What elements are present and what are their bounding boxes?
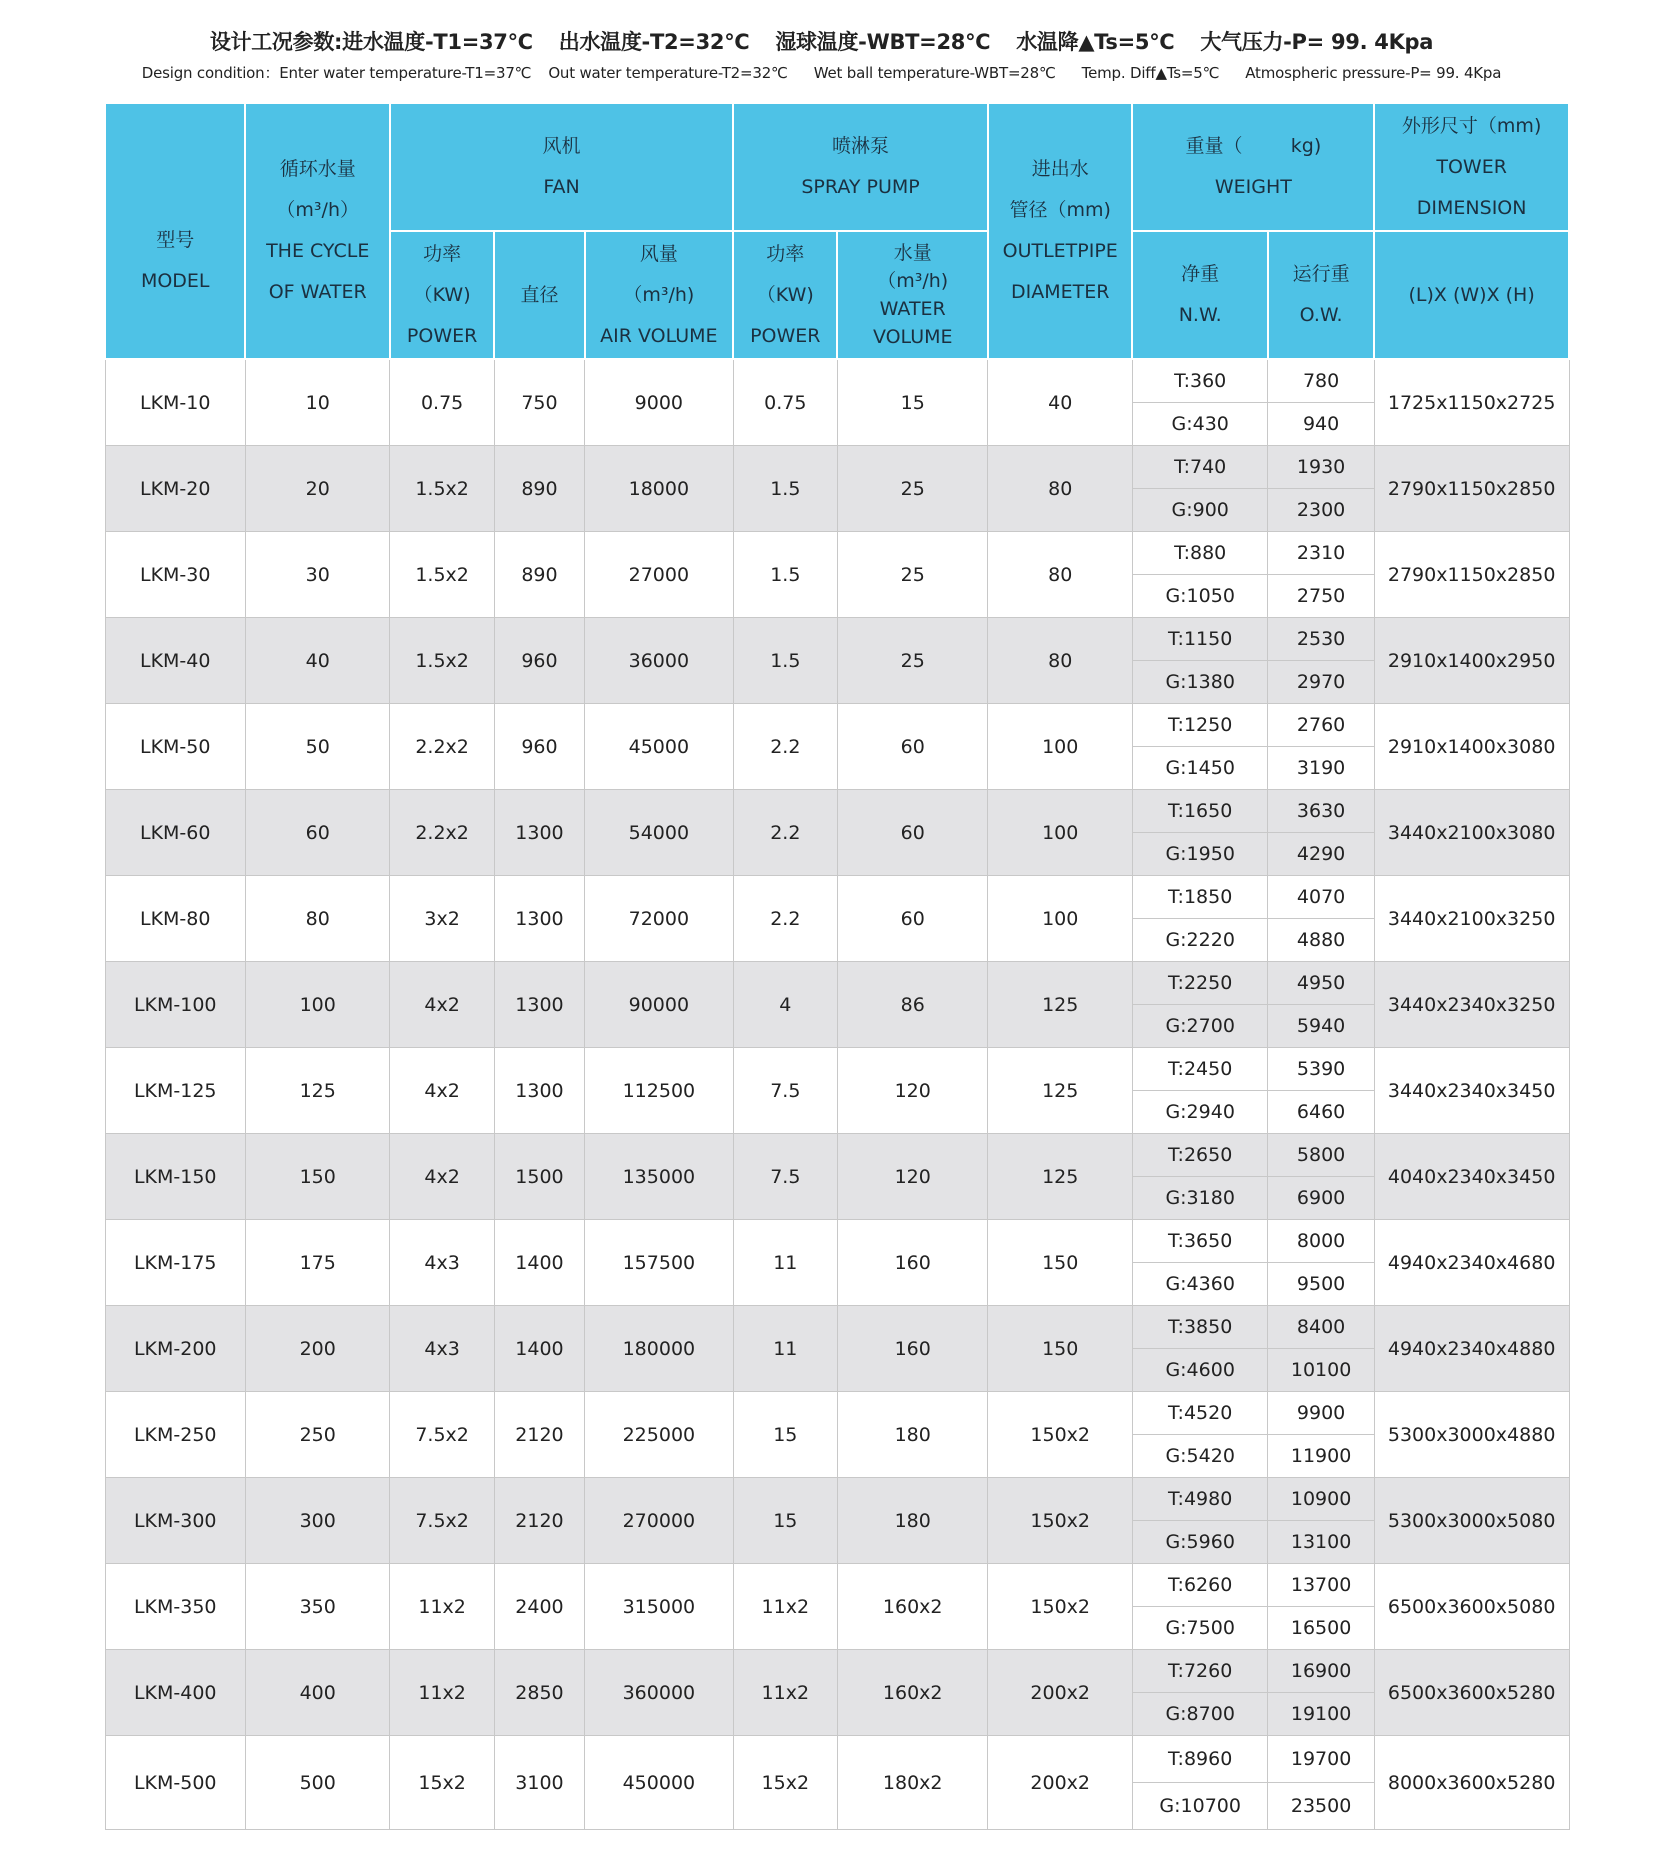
fan-diameter-cell: 750 [494, 359, 584, 446]
dimension-cell: 2790x1150x2850 [1374, 532, 1569, 618]
net-weight-g-cell: G:1380 [1132, 661, 1267, 704]
model-cell: LKM-125 [105, 1048, 245, 1134]
header-weight-ow: 运行重 O.W. [1268, 231, 1374, 359]
operating-weight-g-cell: 2750 [1268, 575, 1374, 618]
net-weight-g-cell: G:10700 [1132, 1783, 1267, 1830]
operating-weight-g-cell: 5940 [1268, 1005, 1374, 1048]
table-row [105, 704, 1569, 747]
fan-diameter-cell: 3100 [494, 1736, 584, 1830]
operating-weight-g-cell: 6460 [1268, 1091, 1374, 1134]
operating-weight-t-cell: 5800 [1268, 1134, 1374, 1177]
pipe-diameter-cell: 150x2 [988, 1564, 1132, 1650]
air-volume-cell: 360000 [585, 1650, 734, 1736]
pipe-diameter-cell: 80 [988, 618, 1132, 704]
cycle-cell: 60 [245, 790, 389, 876]
water-volume-cell: 25 [837, 446, 988, 532]
operating-weight-g-cell: 940 [1268, 403, 1374, 446]
cycle-cell: 500 [245, 1736, 389, 1830]
air-volume-cell: 9000 [585, 359, 734, 446]
pump-power-cell: 7.5 [733, 1134, 837, 1220]
dimension-cell: 3440x2100x3080 [1374, 790, 1569, 876]
table-row [105, 532, 1569, 575]
pipe-diameter-cell: 150x2 [988, 1478, 1132, 1564]
fan-diameter-cell: 960 [494, 618, 584, 704]
fan-power-cell: 2.2x2 [390, 790, 494, 876]
fan-diameter-cell: 960 [494, 704, 584, 790]
dimension-cell: 3440x2100x3250 [1374, 876, 1569, 962]
fan-power-cell: 7.5x2 [390, 1478, 494, 1564]
water-volume-cell: 15 [837, 359, 988, 446]
net-weight-g-cell: G:2220 [1132, 919, 1267, 962]
net-weight-g-cell: G:1450 [1132, 747, 1267, 790]
operating-weight-t-cell: 8000 [1268, 1220, 1374, 1263]
pump-power-cell: 11x2 [733, 1564, 837, 1650]
pipe-diameter-cell: 125 [988, 1048, 1132, 1134]
pump-power-cell: 4 [733, 962, 837, 1048]
net-weight-g-cell: G:8700 [1132, 1693, 1267, 1736]
table-row [105, 1736, 1569, 1783]
condition-en-item: Temp. Diff▲Ts=5℃ [1081, 64, 1220, 82]
net-weight-g-cell: G:2940 [1132, 1091, 1267, 1134]
condition-cn-item: 水温降▲Ts=5℃ [1016, 30, 1175, 54]
header-fan-power: 功率 （KW) POWER [390, 231, 494, 359]
net-weight-g-cell: G:1050 [1132, 575, 1267, 618]
model-cell: LKM-50 [105, 704, 245, 790]
model-cell: LKM-200 [105, 1306, 245, 1392]
model-cell: LKM-300 [105, 1478, 245, 1564]
pump-power-cell: 15 [733, 1392, 837, 1478]
air-volume-cell: 270000 [585, 1478, 734, 1564]
water-volume-cell: 120 [837, 1134, 988, 1220]
operating-weight-g-cell: 4290 [1268, 833, 1374, 876]
pipe-diameter-cell: 200x2 [988, 1736, 1132, 1830]
fan-diameter-cell: 1300 [494, 1048, 584, 1134]
net-weight-t-cell: T:880 [1132, 532, 1267, 575]
pump-power-cell: 2.2 [733, 790, 837, 876]
dimension-cell: 2910x1400x3080 [1374, 704, 1569, 790]
header-weight: 重量（ kg) WEIGHT [1132, 103, 1374, 231]
cycle-cell: 30 [245, 532, 389, 618]
design-condition-en [0, 62, 1656, 83]
cycle-cell: 50 [245, 704, 389, 790]
operating-weight-t-cell: 2760 [1268, 704, 1374, 747]
water-volume-cell: 180x2 [837, 1736, 988, 1830]
net-weight-g-cell: G:7500 [1132, 1607, 1267, 1650]
water-volume-cell: 180 [837, 1392, 988, 1478]
operating-weight-t-cell: 4070 [1268, 876, 1374, 919]
air-volume-cell: 180000 [585, 1306, 734, 1392]
water-volume-cell: 180 [837, 1478, 988, 1564]
header-pipe: 进出水 管径（mm) OUTLETPIPE DIAMETER [988, 103, 1132, 359]
dimension-cell: 5300x3000x4880 [1374, 1392, 1569, 1478]
pump-power-cell: 0.75 [733, 359, 837, 446]
operating-weight-t-cell: 13700 [1268, 1564, 1374, 1607]
operating-weight-g-cell: 3190 [1268, 747, 1374, 790]
model-cell: LKM-60 [105, 790, 245, 876]
fan-power-cell: 4x3 [390, 1220, 494, 1306]
condition-en-item: Atmospheric pressure-P= 99. 4Kpa [1245, 64, 1502, 82]
water-volume-cell: 60 [837, 704, 988, 790]
table-row [105, 876, 1569, 919]
air-volume-cell: 54000 [585, 790, 734, 876]
model-cell: LKM-100 [105, 962, 245, 1048]
table-row [105, 1564, 1569, 1607]
air-volume-cell: 72000 [585, 876, 734, 962]
table-row [105, 1650, 1569, 1693]
air-volume-cell: 36000 [585, 618, 734, 704]
water-volume-cell: 120 [837, 1048, 988, 1134]
fan-power-cell: 1.5x2 [390, 446, 494, 532]
operating-weight-g-cell: 16500 [1268, 1607, 1374, 1650]
operating-weight-t-cell: 5390 [1268, 1048, 1374, 1091]
pump-power-cell: 2.2 [733, 876, 837, 962]
model-cell: LKM-20 [105, 446, 245, 532]
pump-power-cell: 1.5 [733, 618, 837, 704]
water-volume-cell: 160 [837, 1220, 988, 1306]
cycle-cell: 300 [245, 1478, 389, 1564]
fan-diameter-cell: 1300 [494, 876, 584, 962]
operating-weight-g-cell: 19100 [1268, 1693, 1374, 1736]
table-row [105, 1306, 1569, 1349]
pipe-diameter-cell: 80 [988, 532, 1132, 618]
water-volume-cell: 160x2 [837, 1564, 988, 1650]
header-cycle: 循环水量 （m³/h） THE CYCLE OF WATER [245, 103, 389, 359]
air-volume-cell: 157500 [585, 1220, 734, 1306]
cycle-cell: 250 [245, 1392, 389, 1478]
pipe-diameter-cell: 125 [988, 962, 1132, 1048]
header-fan-air-volume: 风量 （m³/h) AIR VOLUME [585, 231, 734, 359]
fan-diameter-cell: 2850 [494, 1650, 584, 1736]
cycle-cell: 10 [245, 359, 389, 446]
table-row [105, 1220, 1569, 1263]
cycle-cell: 100 [245, 962, 389, 1048]
dimension-cell: 8000x3600x5280 [1374, 1736, 1569, 1830]
net-weight-t-cell: T:3850 [1132, 1306, 1267, 1349]
fan-power-cell: 2.2x2 [390, 704, 494, 790]
net-weight-t-cell: T:8960 [1132, 1736, 1267, 1783]
dimension-cell: 5300x3000x5080 [1374, 1478, 1569, 1564]
pump-power-cell: 15x2 [733, 1736, 837, 1830]
net-weight-g-cell: G:2700 [1132, 1005, 1267, 1048]
net-weight-g-cell: G:1950 [1132, 833, 1267, 876]
pump-power-cell: 1.5 [733, 446, 837, 532]
air-volume-cell: 450000 [585, 1736, 734, 1830]
pipe-diameter-cell: 100 [988, 790, 1132, 876]
header-fan: 风机 FAN [390, 103, 733, 231]
pump-power-cell: 15 [733, 1478, 837, 1564]
pump-power-cell: 11x2 [733, 1650, 837, 1736]
air-volume-cell: 135000 [585, 1134, 734, 1220]
operating-weight-t-cell: 2310 [1268, 532, 1374, 575]
cycle-cell: 125 [245, 1048, 389, 1134]
net-weight-t-cell: T:1150 [1132, 618, 1267, 661]
net-weight-t-cell: T:1650 [1132, 790, 1267, 833]
pipe-diameter-cell: 150x2 [988, 1392, 1132, 1478]
pump-power-cell: 2.2 [733, 704, 837, 790]
net-weight-t-cell: T:2650 [1132, 1134, 1267, 1177]
water-volume-cell: 25 [837, 532, 988, 618]
dimension-cell: 2790x1150x2850 [1374, 446, 1569, 532]
dimension-cell: 4940x2340x4680 [1374, 1220, 1569, 1306]
fan-diameter-cell: 2400 [494, 1564, 584, 1650]
net-weight-t-cell: T:360 [1132, 359, 1267, 403]
fan-power-cell: 3x2 [390, 876, 494, 962]
operating-weight-g-cell: 4880 [1268, 919, 1374, 962]
pump-power-cell: 1.5 [733, 532, 837, 618]
cycle-cell: 200 [245, 1306, 389, 1392]
header-pump-water-volume: 水量 （m³/h) WATER VOLUME [837, 231, 988, 359]
operating-weight-t-cell: 8400 [1268, 1306, 1374, 1349]
header-pump-power: 功率 （KW) POWER [733, 231, 837, 359]
dimension-cell: 3440x2340x3250 [1374, 962, 1569, 1048]
operating-weight-t-cell: 16900 [1268, 1650, 1374, 1693]
water-volume-cell: 60 [837, 790, 988, 876]
operating-weight-t-cell: 3630 [1268, 790, 1374, 833]
operating-weight-g-cell: 13100 [1268, 1521, 1374, 1564]
water-volume-cell: 60 [837, 876, 988, 962]
condition-cn-item: 出水温度-T2=32℃ [558, 30, 750, 54]
fan-diameter-cell: 2120 [494, 1478, 584, 1564]
model-cell: LKM-10 [105, 359, 245, 446]
condition-en-item: Out water temperature-T2=32℃ [548, 64, 788, 82]
air-volume-cell: 90000 [585, 962, 734, 1048]
net-weight-t-cell: T:740 [1132, 446, 1267, 489]
water-volume-cell: 160x2 [837, 1650, 988, 1736]
pump-power-cell: 11 [733, 1306, 837, 1392]
table-row [105, 1134, 1569, 1177]
fan-diameter-cell: 2120 [494, 1392, 584, 1478]
pipe-diameter-cell: 100 [988, 876, 1132, 962]
dimension-cell: 4940x2340x4880 [1374, 1306, 1569, 1392]
operating-weight-t-cell: 19700 [1268, 1736, 1374, 1783]
fan-power-cell: 11x2 [390, 1650, 494, 1736]
fan-power-cell: 1.5x2 [390, 618, 494, 704]
cycle-cell: 350 [245, 1564, 389, 1650]
operating-weight-t-cell: 4950 [1268, 962, 1374, 1005]
operating-weight-g-cell: 11900 [1268, 1435, 1374, 1478]
net-weight-t-cell: T:4520 [1132, 1392, 1267, 1435]
pipe-diameter-cell: 80 [988, 446, 1132, 532]
operating-weight-g-cell: 23500 [1268, 1783, 1374, 1830]
net-weight-g-cell: G:3180 [1132, 1177, 1267, 1220]
table-row [105, 1048, 1569, 1091]
model-cell: LKM-175 [105, 1220, 245, 1306]
pipe-diameter-cell: 200x2 [988, 1650, 1132, 1736]
operating-weight-g-cell: 2300 [1268, 489, 1374, 532]
model-cell: LKM-30 [105, 532, 245, 618]
condition-en-prefix: Design condition： [141, 64, 280, 82]
condition-cn-item: 大气压力-P= 99. 4Kpa [1200, 30, 1434, 54]
operating-weight-g-cell: 2970 [1268, 661, 1374, 704]
model-cell: LKM-80 [105, 876, 245, 962]
model-cell: LKM-350 [105, 1564, 245, 1650]
table-row [105, 359, 1569, 403]
operating-weight-t-cell: 1930 [1268, 446, 1374, 489]
operating-weight-g-cell: 6900 [1268, 1177, 1374, 1220]
condition-en-item: Wet ball temperature-WBT=28℃ [813, 64, 1056, 82]
dimension-cell: 6500x3600x5280 [1374, 1650, 1569, 1736]
spec-table [104, 102, 1570, 1830]
condition-cn-item: 湿球温度-WBT=28℃ [775, 30, 991, 54]
fan-power-cell: 4x3 [390, 1306, 494, 1392]
header-dimension: 外形尺寸（mm) TOWER DIMENSION [1374, 103, 1569, 231]
cycle-cell: 175 [245, 1220, 389, 1306]
pipe-diameter-cell: 100 [988, 704, 1132, 790]
design-condition-cn [0, 26, 1656, 56]
fan-power-cell: 0.75 [390, 359, 494, 446]
fan-power-cell: 4x2 [390, 1134, 494, 1220]
pump-power-cell: 7.5 [733, 1048, 837, 1134]
fan-power-cell: 4x2 [390, 1048, 494, 1134]
operating-weight-g-cell: 9500 [1268, 1263, 1374, 1306]
header-model: 型号 MODEL [105, 103, 245, 359]
fan-diameter-cell: 1300 [494, 962, 584, 1048]
net-weight-g-cell: G:900 [1132, 489, 1267, 532]
dimension-cell: 6500x3600x5080 [1374, 1564, 1569, 1650]
operating-weight-g-cell: 10100 [1268, 1349, 1374, 1392]
fan-power-cell: 7.5x2 [390, 1392, 494, 1478]
air-volume-cell: 225000 [585, 1392, 734, 1478]
condition-cn-item: 进水温度-T1=37℃ [342, 30, 533, 54]
condition-cn-prefix: 设计工况参数: [209, 30, 343, 54]
fan-diameter-cell: 890 [494, 532, 584, 618]
water-volume-cell: 160 [837, 1306, 988, 1392]
pump-power-cell: 11 [733, 1220, 837, 1306]
air-volume-cell: 315000 [585, 1564, 734, 1650]
fan-diameter-cell: 1500 [494, 1134, 584, 1220]
model-cell: LKM-400 [105, 1650, 245, 1736]
pipe-diameter-cell: 150 [988, 1306, 1132, 1392]
net-weight-g-cell: G:4600 [1132, 1349, 1267, 1392]
fan-diameter-cell: 1400 [494, 1220, 584, 1306]
cycle-cell: 400 [245, 1650, 389, 1736]
net-weight-t-cell: T:1250 [1132, 704, 1267, 747]
dimension-cell: 2910x1400x2950 [1374, 618, 1569, 704]
net-weight-t-cell: T:1850 [1132, 876, 1267, 919]
water-volume-cell: 86 [837, 962, 988, 1048]
air-volume-cell: 112500 [585, 1048, 734, 1134]
net-weight-g-cell: G:430 [1132, 403, 1267, 446]
operating-weight-t-cell: 780 [1268, 359, 1374, 403]
fan-power-cell: 1.5x2 [390, 532, 494, 618]
cycle-cell: 20 [245, 446, 389, 532]
table-row [105, 1392, 1569, 1435]
fan-power-cell: 11x2 [390, 1564, 494, 1650]
net-weight-t-cell: T:7260 [1132, 1650, 1267, 1693]
fan-diameter-cell: 1400 [494, 1306, 584, 1392]
pipe-diameter-cell: 125 [988, 1134, 1132, 1220]
net-weight-t-cell: T:4980 [1132, 1478, 1267, 1521]
water-volume-cell: 25 [837, 618, 988, 704]
air-volume-cell: 45000 [585, 704, 734, 790]
net-weight-g-cell: G:4360 [1132, 1263, 1267, 1306]
header-fan-diameter: 直径 [494, 231, 584, 359]
model-cell: LKM-500 [105, 1736, 245, 1830]
pipe-diameter-cell: 40 [988, 359, 1132, 446]
condition-en-item: Enter water temperature-T1=37℃ [279, 64, 532, 82]
net-weight-t-cell: T:6260 [1132, 1564, 1267, 1607]
cycle-cell: 80 [245, 876, 389, 962]
table-row [105, 618, 1569, 661]
fan-power-cell: 4x2 [390, 962, 494, 1048]
cycle-cell: 40 [245, 618, 389, 704]
operating-weight-t-cell: 2530 [1268, 618, 1374, 661]
cycle-cell: 150 [245, 1134, 389, 1220]
operating-weight-t-cell: 9900 [1268, 1392, 1374, 1435]
fan-power-cell: 15x2 [390, 1736, 494, 1830]
fan-diameter-cell: 1300 [494, 790, 584, 876]
net-weight-t-cell: T:3650 [1132, 1220, 1267, 1263]
model-cell: LKM-40 [105, 618, 245, 704]
table-row [105, 962, 1569, 1005]
header-dimension-lwh: (L)X (W)X (H) [1374, 231, 1569, 359]
header-spray-pump: 喷淋泵 SPRAY PUMP [733, 103, 988, 231]
dimension-cell: 4040x2340x3450 [1374, 1134, 1569, 1220]
net-weight-g-cell: G:5420 [1132, 1435, 1267, 1478]
pipe-diameter-cell: 150 [988, 1220, 1132, 1306]
dimension-cell: 1725x1150x2725 [1374, 359, 1569, 446]
net-weight-g-cell: G:5960 [1132, 1521, 1267, 1564]
table-row [105, 790, 1569, 833]
model-cell: LKM-250 [105, 1392, 245, 1478]
table-row [105, 446, 1569, 489]
dimension-cell: 3440x2340x3450 [1374, 1048, 1569, 1134]
net-weight-t-cell: T:2450 [1132, 1048, 1267, 1091]
table-row [105, 1478, 1569, 1521]
header-weight-nw: 净重 N.W. [1132, 231, 1267, 359]
operating-weight-t-cell: 10900 [1268, 1478, 1374, 1521]
model-cell: LKM-150 [105, 1134, 245, 1220]
air-volume-cell: 18000 [585, 446, 734, 532]
net-weight-t-cell: T:2250 [1132, 962, 1267, 1005]
air-volume-cell: 27000 [585, 532, 734, 618]
fan-diameter-cell: 890 [494, 446, 584, 532]
